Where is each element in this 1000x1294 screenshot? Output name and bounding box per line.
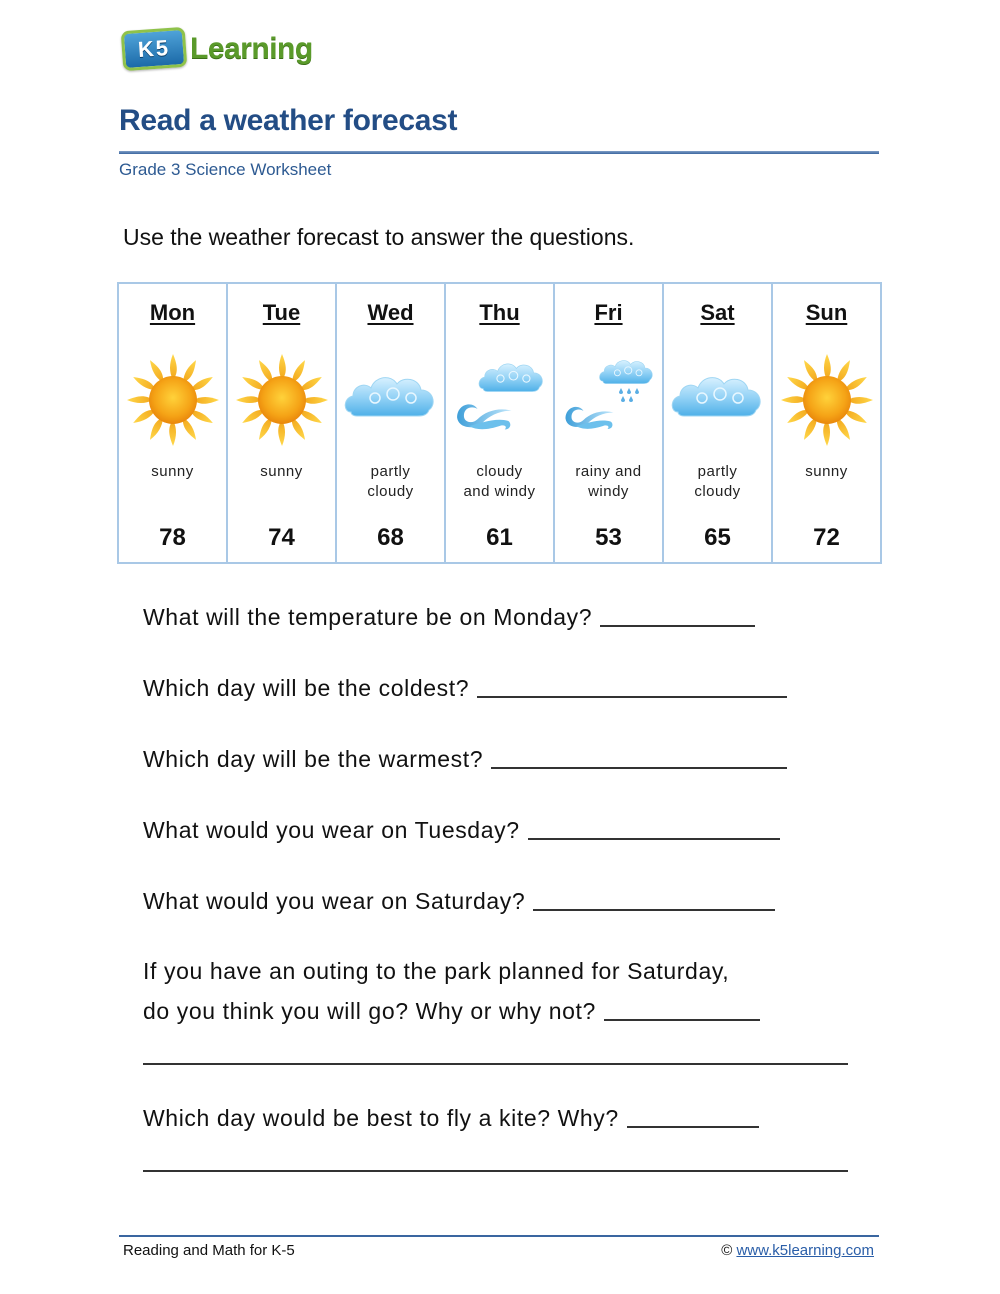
- answer-blank[interactable]: [528, 837, 780, 840]
- forecast-day-fri: [555, 284, 664, 562]
- question-text: What will the temperature be on Monday?: [143, 604, 593, 630]
- weather-description: sunny: [260, 463, 303, 480]
- question-text: do you think you will go? Why or why not?: [143, 998, 596, 1024]
- question-6-line-2: [143, 998, 760, 1025]
- weather-description: rainy and windy: [575, 463, 642, 500]
- answer-line[interactable]: [143, 1170, 848, 1172]
- day-name: Wed: [367, 300, 414, 325]
- footer-copyright: [721, 1242, 874, 1259]
- question-1: [143, 604, 755, 631]
- question-text: Which day would be best to fly a kite? Why?: [143, 1105, 619, 1131]
- forecast-day-sat: [664, 284, 773, 562]
- temperature: 53: [595, 524, 622, 551]
- instructions: Use the weather forecast to answer the questions.: [123, 224, 635, 250]
- weather-description: partly cloudy: [694, 463, 741, 500]
- question-4: [143, 817, 780, 844]
- temperature: 61: [486, 524, 513, 551]
- weather-description: cloudy and windy: [463, 463, 536, 500]
- k5learning-link[interactable]: www.k5learning.com: [736, 1242, 874, 1259]
- cloud-wind-icon: [450, 350, 550, 450]
- cloud-icon: [668, 350, 768, 450]
- k5-learning-logo: [122, 24, 313, 74]
- answer-blank[interactable]: [533, 908, 775, 911]
- logo-wordmark: Learning: [190, 32, 313, 65]
- question-text: What would you wear on Saturday?: [143, 888, 526, 914]
- day-name: Thu: [479, 300, 520, 325]
- question-3: [143, 746, 787, 773]
- question-6-line-1: [143, 958, 729, 985]
- title-divider: [119, 151, 879, 154]
- forecast-day-wed: [337, 284, 446, 562]
- logo-badge-text: K5: [137, 34, 171, 63]
- rain-wind-icon: [559, 350, 659, 450]
- question-5: [143, 888, 775, 915]
- page-subtitle: Grade 3 Science Worksheet: [119, 160, 332, 179]
- day-name: Mon: [149, 300, 196, 325]
- weather-description: sunny: [805, 463, 848, 480]
- day-name: Sat: [700, 300, 735, 325]
- question-text: What would you wear on Tuesday?: [143, 817, 520, 843]
- weather-description: sunny: [151, 463, 194, 480]
- day-name: Sun: [805, 300, 848, 325]
- page-title: Read a weather forecast: [119, 104, 458, 137]
- temperature: 78: [159, 524, 186, 551]
- forecast-day-tue: [228, 284, 337, 562]
- temperature: 72: [813, 524, 840, 551]
- sun-icon: [123, 350, 223, 450]
- weather-description: partly cloudy: [367, 463, 414, 500]
- forecast-day-mon: [119, 284, 228, 562]
- forecast-day-sun: [773, 284, 880, 562]
- answer-line[interactable]: [143, 1063, 848, 1065]
- answer-blank[interactable]: [491, 766, 787, 769]
- forecast-day-thu: [446, 284, 555, 562]
- cloud-icon: [341, 350, 441, 450]
- question-text: Which day will be the warmest?: [143, 746, 484, 772]
- answer-blank[interactable]: [600, 624, 755, 627]
- temperature: 74: [268, 524, 295, 551]
- answer-blank[interactable]: [627, 1125, 759, 1128]
- day-name: Fri: [594, 300, 623, 325]
- footer-tagline: Reading and Math for K-5: [123, 1242, 295, 1259]
- question-text: If you have an outing to the park planned for Saturday,: [143, 958, 730, 984]
- footer-divider: [119, 1235, 879, 1237]
- temperature: 68: [377, 524, 404, 551]
- question-2: [143, 675, 787, 702]
- logo-badge: [121, 27, 188, 71]
- question-text: Which day will be the coldest?: [143, 675, 470, 701]
- sun-icon: [777, 350, 877, 450]
- question-7: [143, 1105, 759, 1132]
- weather-forecast-table: [117, 282, 882, 564]
- copyright-symbol: ©: [721, 1242, 733, 1259]
- answer-blank[interactable]: [477, 695, 787, 698]
- day-name: Tue: [262, 300, 301, 325]
- temperature: 65: [704, 524, 731, 551]
- answer-blank[interactable]: [604, 1018, 760, 1021]
- sun-icon: [232, 350, 332, 450]
